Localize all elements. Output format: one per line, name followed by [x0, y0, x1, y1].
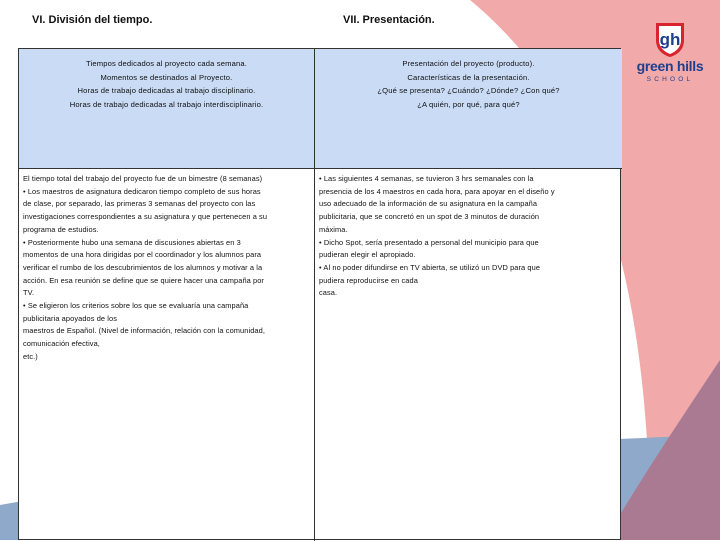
text-line: casa. — [319, 288, 338, 298]
table-cell-bottom-left — [19, 169, 315, 541]
text-line: • Las siguientes 4 semanas, se tuvieron 3 hrs semanales con la — [319, 174, 534, 183]
text-line: Presentación del proyecto (producto). — [402, 59, 535, 68]
table-cell-top-left — [19, 49, 315, 169]
text-line: • Los maestros de asignatura dedicaron tiempo completo de sus horas — [23, 186, 261, 196]
table-cell-top-right — [315, 49, 622, 169]
text-line: • Dicho Spot, sería presentado a personal del municipio para que — [319, 237, 539, 247]
text-line: • Posteriormente hubo una semana de discusiones abiertas en 3 — [23, 237, 241, 247]
text-line: ¿A quién, por qué, para qué? — [417, 99, 520, 109]
text-line: • Al no poder difundirse en TV abierta, se utilizó un DVD para que — [319, 262, 541, 272]
text-line: Momentos se destinados al Proyecto. — [100, 72, 233, 82]
text-line: maestros de Español. (Nivel de información, relación con la comunidad, — [23, 326, 265, 336]
logo-tagline: SCHOOL — [646, 76, 694, 83]
text-line: pudieran elegir el apropiado. — [319, 250, 416, 260]
text-line: El tiempo total del trabajo del proyecto fue de un bimestre (8 semanas) — [23, 174, 263, 183]
school-logo — [628, 20, 712, 90]
top-right-text — [319, 57, 618, 111]
text-line: acción. En esa reunión se define que se quiere hacer una campaña por — [23, 275, 264, 285]
text-line: publicitaria, que se concretó en un spot de 3 minutos de duración — [319, 212, 540, 222]
text-line: presencia de los 4 maestros en cada hora, para apoyar en el diseño y — [319, 186, 555, 196]
shield-icon — [653, 20, 687, 58]
text-line: programa de estudios. — [23, 224, 99, 234]
text-line: pudiera reproducirse en cada — [319, 275, 418, 285]
bottom-right-text — [319, 173, 617, 300]
text-line: Características de la presentación. — [407, 72, 530, 82]
bottom-left-text — [23, 173, 309, 364]
project-table — [18, 48, 621, 540]
section-heading-presentation: VII. Presentación. — [343, 14, 435, 26]
text-line: ¿Qué se presenta? ¿Cuándo? ¿Dónde? ¿Con qué? — [377, 86, 560, 95]
text-line: máxima. — [319, 224, 348, 234]
text-line: TV. — [23, 288, 35, 298]
text-line: etc.) — [23, 351, 38, 361]
text-line: comunicación efectiva, — [23, 339, 100, 349]
text-line: Horas de trabajo dedicadas al trabajo interdisciplinario. — [69, 99, 264, 109]
text-line: Tiempos dedicados al proyecto cada semana. — [86, 59, 247, 68]
text-line: publicitaria apoyados de los — [23, 313, 118, 323]
table-cell-bottom-right — [315, 169, 622, 541]
text-line: verificar el rumbo de los descubrimientos de los alumnos y motivar a la — [23, 262, 263, 272]
text-line: momentos de una hora dirigidas por el coordinador y los alumnos para — [23, 250, 262, 260]
text-line: de clase, por separado, las primeras 3 semanas del proyecto con las — [23, 199, 256, 209]
text-line: • Se eligieron los criterios sobre los que se evaluaría una campaña — [23, 301, 249, 311]
logo-name: green hills — [636, 58, 704, 74]
text-line: uso adecuado de la información de su asignatura en la campaña — [319, 199, 538, 209]
section-heading-time-division: VI. División del tiempo. — [32, 14, 153, 26]
logo-monogram: gh — [659, 30, 681, 49]
top-left-text — [23, 57, 310, 111]
text-line: Horas de trabajo dedicadas al trabajo disciplinario. — [77, 86, 256, 95]
text-line: investigaciones correspondientes a su asignatura y que pertenecen a su — [23, 212, 268, 222]
